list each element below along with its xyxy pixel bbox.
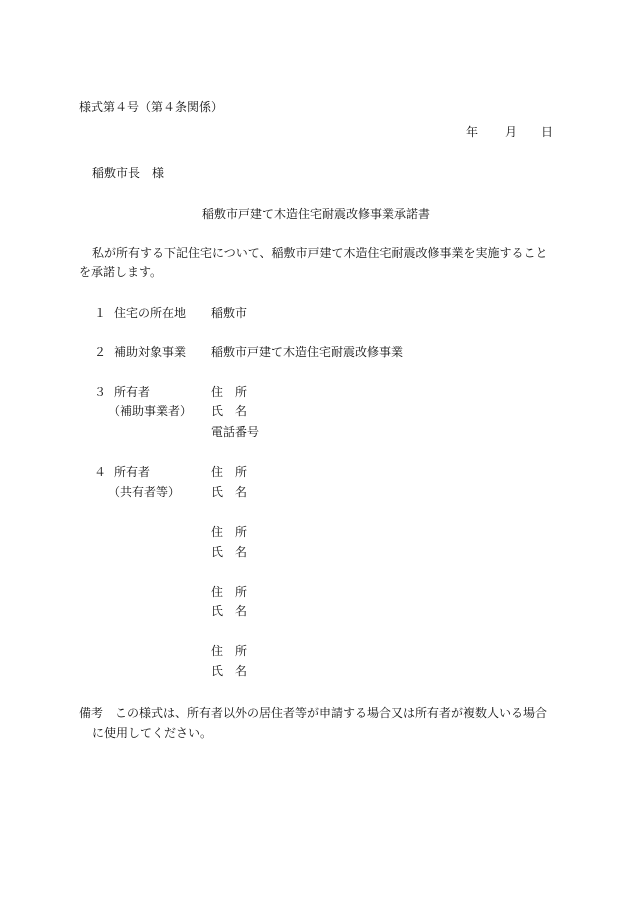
item-sublabel: （補助事業者）	[108, 404, 193, 418]
item-label: 所有者	[114, 465, 151, 479]
co-owner-name-label: 氏 名	[211, 604, 248, 618]
item-label: 補助対象事業	[114, 345, 187, 359]
item-sublabel: （共有者等）	[108, 485, 181, 499]
owner-name-label: 氏 名	[211, 404, 248, 418]
co-owner-address-label: 住 所	[211, 644, 248, 658]
item-number: １	[94, 306, 107, 320]
owner-phone-label: 電話番号	[211, 425, 260, 439]
item-number: ４	[94, 465, 107, 479]
owner-address-label: 住 所	[211, 385, 248, 399]
body-line-1: 私が所有する下記住宅について、稲敷市戸建て木造住宅耐震改修事業を実施すること	[92, 246, 548, 260]
co-owner-name-label: 氏 名	[211, 664, 248, 678]
item-value: 稲敷市戸建て木造住宅耐震改修事業	[211, 345, 404, 359]
document-title: 稲敷市戸建て木造住宅耐震改修事業承諾書	[202, 207, 431, 221]
addressee: 稲敷市長 様	[92, 166, 165, 180]
item-number: ３	[94, 385, 107, 399]
co-owner-address-label: 住 所	[211, 525, 248, 539]
date-month-label: 月	[505, 125, 518, 139]
body-line-2: を承諾します。	[79, 265, 163, 279]
date-year-label: 年	[466, 125, 479, 139]
item-value: 稲敷市	[211, 306, 248, 320]
item-label: 所有者	[114, 385, 151, 399]
co-owner-address-label: 住 所	[211, 585, 248, 599]
co-owner-address-label: 住 所	[211, 465, 248, 479]
note-line-2: に使用してください。	[92, 726, 213, 740]
item-label: 住宅の所在地	[114, 306, 187, 320]
co-owner-name-label: 氏 名	[211, 545, 248, 559]
form-number: 様式第４号（第４条関係）	[79, 100, 224, 114]
co-owner-name-label: 氏 名	[211, 485, 248, 499]
note-line-1: 備考 この様式は、所有者以外の居住者等が申請する場合又は所有者が複数人いる場合	[79, 706, 548, 720]
item-number: ２	[94, 345, 107, 359]
date-day-label: 日	[541, 125, 554, 139]
